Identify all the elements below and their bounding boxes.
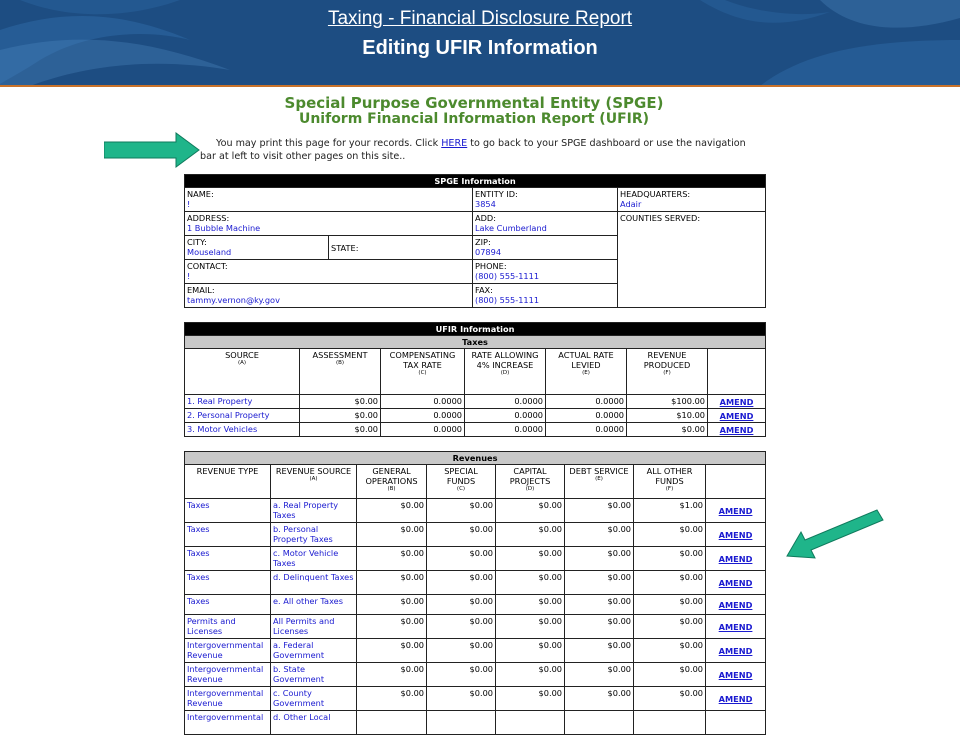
revenue-debt: $0.00 [565,663,634,687]
revenue-capital: $0.00 [496,523,565,547]
ufir-taxes-table [184,322,766,437]
table-row [185,711,766,735]
instructions-part2: to go back to your SPGE dashboard or use the navigation [467,138,746,149]
revenue-type: Intergovernmental Revenue [185,687,271,711]
revenue-type: Intergovernmental [185,711,271,735]
revenue-type: Intergovernmental Revenue [185,639,271,663]
revenue-general: $0.00 [357,595,427,615]
taxes-section-title: Taxes [185,336,766,349]
col-header: REVENUE PRODUCED (F) [627,349,708,395]
revenue-source: c. Motor Vehicle Taxes [271,547,357,571]
table-row [185,423,766,437]
revenue-capital: $0.00 [496,687,565,711]
amend-link[interactable]: AMEND [706,663,766,687]
revenue-capital: $0.00 [496,547,565,571]
col-header: ACTUAL RATE LEVIED (E) [546,349,627,395]
zip-label: ZIP: [475,237,491,247]
revenue-source: a. Real Property Taxes [271,499,357,523]
arrow-down-left-icon [785,506,885,564]
tax-comp-rate: 0.0000 [381,409,465,423]
col-header: GENERAL OPERATIONS (B) [357,465,427,499]
col-header: REVENUE TYPE [185,465,271,499]
revenue-source: d. Other Local [271,711,357,735]
revenue-capital: $0.00 [496,499,565,523]
address-value: 1 Bubble Machine [187,223,261,233]
headquarters-label: HEADQUARTERS: [620,189,691,199]
revenue-debt: $0.00 [565,523,634,547]
revenue-capital: $0.00 [496,571,565,595]
revenue-general: $0.00 [357,639,427,663]
amend-link[interactable]: AMEND [706,523,766,547]
table-row [185,595,766,615]
revenue-debt: $0.00 [565,687,634,711]
revenue-debt: $0.00 [565,547,634,571]
tax-rate4: 0.0000 [465,409,546,423]
contact-label: CONTACT: [187,261,228,271]
revenue-general: $0.00 [357,547,427,571]
revenue-capital: $0.00 [496,639,565,663]
revenue-debt: $0.00 [565,595,634,615]
revenue-general: $0.00 [357,615,427,639]
revenue-general: $0.00 [357,571,427,595]
spge-info-title: SPGE Information [185,175,766,188]
name-value: ! [187,199,191,209]
tax-source: 3. Motor Vehicles [185,423,300,437]
amend-link[interactable]: AMEND [706,571,766,595]
revenue-special [427,711,496,735]
tax-actual-rate: 0.0000 [546,423,627,437]
revenue-debt: $0.00 [565,571,634,595]
revenue-source: e. All other Taxes [271,595,357,615]
tax-actual-rate: 0.0000 [546,395,627,409]
revenue-capital: $0.00 [496,663,565,687]
col-header: ASSESSMENT (B) [300,349,381,395]
revenue-capital: $0.00 [496,615,565,639]
email-label: EMAIL: [187,285,215,295]
arrow-right-icon [104,132,200,168]
revenue-other: $0.00 [634,523,706,547]
table-row [185,639,766,663]
table-row [185,615,766,639]
revenue-type: Taxes [185,523,271,547]
revenue-special: $0.00 [427,547,496,571]
revenue-capital: $0.00 [496,595,565,615]
amend-link[interactable]: AMEND [708,395,766,409]
ufir-info-title: UFIR Information [185,323,766,336]
col-header: CAPITAL PROJECTS (D) [496,465,565,499]
revenue-other: $0.00 [634,571,706,595]
revenue-other: $0.00 [634,663,706,687]
col-header: SPECIAL FUNDS (C) [427,465,496,499]
revenue-other [634,711,706,735]
revenue-debt: $0.00 [565,639,634,663]
revenue-special: $0.00 [427,595,496,615]
header-banner [0,0,960,86]
revenue-source: All Permits and Licenses [271,615,357,639]
add-label: ADD: [475,213,496,223]
revenue-other: $0.00 [634,639,706,663]
instructions-part1: You may print this page for your records. Click [216,138,442,149]
page-subtitle: Uniform Financial Information Report (UFIR) [298,111,650,127]
revenue-special: $0.00 [427,571,496,595]
contact-value: ! [187,271,191,281]
revenue-general: $0.00 [357,523,427,547]
revenue-other: $0.00 [634,615,706,639]
revenue-type: Permits and Licenses [185,615,271,639]
entity-id-label: ENTITY ID: [475,189,518,199]
col-header: REVENUE SOURCE (A) [271,465,357,499]
headquarters-value: Adair [620,199,642,209]
table-row [185,571,766,595]
table-row [185,663,766,687]
banner-divider [0,85,960,87]
revenue-source: b. State Government [271,663,357,687]
tax-source: 2. Personal Property [185,409,300,423]
revenue-special: $0.00 [427,639,496,663]
page-title: Special Purpose Governmental Entity (SPGE) [284,94,664,112]
col-header: ALL OTHER FUNDS (F) [634,465,706,499]
revenue-other: $0.00 [634,595,706,615]
col-header: COMPENSATING TAX RATE (C) [381,349,465,395]
revenue-debt: $0.00 [565,615,634,639]
revenue-debt: $0.00 [565,499,634,523]
tax-revenue: $100.00 [627,395,708,409]
revenue-source: d. Delinquent Taxes [271,571,357,595]
table-row [185,547,766,571]
entity-id-value: 3854 [475,199,496,209]
dashboard-link[interactable]: HERE [441,138,468,149]
tax-comp-rate: 0.0000 [381,395,465,409]
tax-rate4: 0.0000 [465,395,546,409]
zip-value: 07894 [475,247,502,257]
banner-subtitle: Editing UFIR Information [362,37,598,59]
city-value: Mouseland [187,247,232,257]
revenue-type: Taxes [185,571,271,595]
amend-link[interactable]: AMEND [706,615,766,639]
revenue-type: Taxes [185,547,271,571]
col-header: DEBT SERVICE (E) [565,465,634,499]
state-label: STATE: [331,242,359,253]
revenue-type: Taxes [185,595,271,615]
fax-value: (800) 555-1111 [475,295,540,305]
fax-label: FAX: [475,285,493,295]
phone-label: PHONE: [475,261,507,271]
revenue-debt [565,711,634,735]
revenue-general: $0.00 [357,663,427,687]
revenue-type: Taxes [185,499,271,523]
city-label: CITY: [187,237,207,247]
revenue-source: c. County Government [271,687,357,711]
instructions-line2: bar at left to visit other pages on this site.. [200,151,406,162]
amend-link[interactable]: AMEND [708,423,766,437]
revenue-capital [496,711,565,735]
amend-link[interactable] [706,711,766,735]
table-row [185,523,766,547]
revenue-other: $0.00 [634,687,706,711]
instructions-text [200,137,765,163]
amend-link[interactable]: AMEND [706,687,766,711]
revenue-general: $0.00 [357,687,427,711]
table-row [185,395,766,409]
revenue-general [357,711,427,735]
amend-link[interactable]: AMEND [708,409,766,423]
address-label: ADDRESS: [187,213,230,223]
table-row [185,409,766,423]
revenue-special: $0.00 [427,499,496,523]
table-row [185,687,766,711]
tax-rate4: 0.0000 [465,423,546,437]
spge-info-table [184,174,766,308]
tax-actual-rate: 0.0000 [546,409,627,423]
amend-link[interactable]: AMEND [706,547,766,571]
col-header-blank [708,349,766,395]
tax-assessment: $0.00 [300,409,381,423]
revenue-other: $1.00 [634,499,706,523]
col-header-blank [706,465,766,499]
revenue-source: b. Personal Property Taxes [271,523,357,547]
revenues-table [184,451,766,735]
revenue-special: $0.00 [427,663,496,687]
name-label: NAME: [187,189,214,199]
tax-revenue: $0.00 [627,423,708,437]
revenue-other: $0.00 [634,547,706,571]
counties-label: COUNTIES SERVED: [620,213,701,223]
revenue-special: $0.00 [427,687,496,711]
col-header: SOURCE (A) [185,349,300,395]
amend-link[interactable]: AMEND [706,499,766,523]
tax-revenue: $10.00 [627,409,708,423]
revenue-source: a. Federal Government [271,639,357,663]
revenue-general: $0.00 [357,499,427,523]
tax-assessment: $0.00 [300,395,381,409]
amend-link[interactable]: AMEND [706,639,766,663]
col-header: RATE ALLOWING 4% INCREASE (D) [465,349,546,395]
revenue-type: Intergovernmental Revenue [185,663,271,687]
phone-value: (800) 555-1111 [475,271,540,281]
tax-source: 1. Real Property [185,395,300,409]
add-value: Lake Cumberland [475,223,547,233]
amend-link[interactable]: AMEND [706,595,766,615]
revenues-section-title: Revenues [185,452,766,465]
tax-comp-rate: 0.0000 [381,423,465,437]
email-value: tammy.vernon@ky.gov [187,295,280,305]
revenue-special: $0.00 [427,615,496,639]
banner-title: Taxing - Financial Disclosure Report [327,8,633,29]
tax-assessment: $0.00 [300,423,381,437]
revenue-special: $0.00 [427,523,496,547]
table-row [185,499,766,523]
